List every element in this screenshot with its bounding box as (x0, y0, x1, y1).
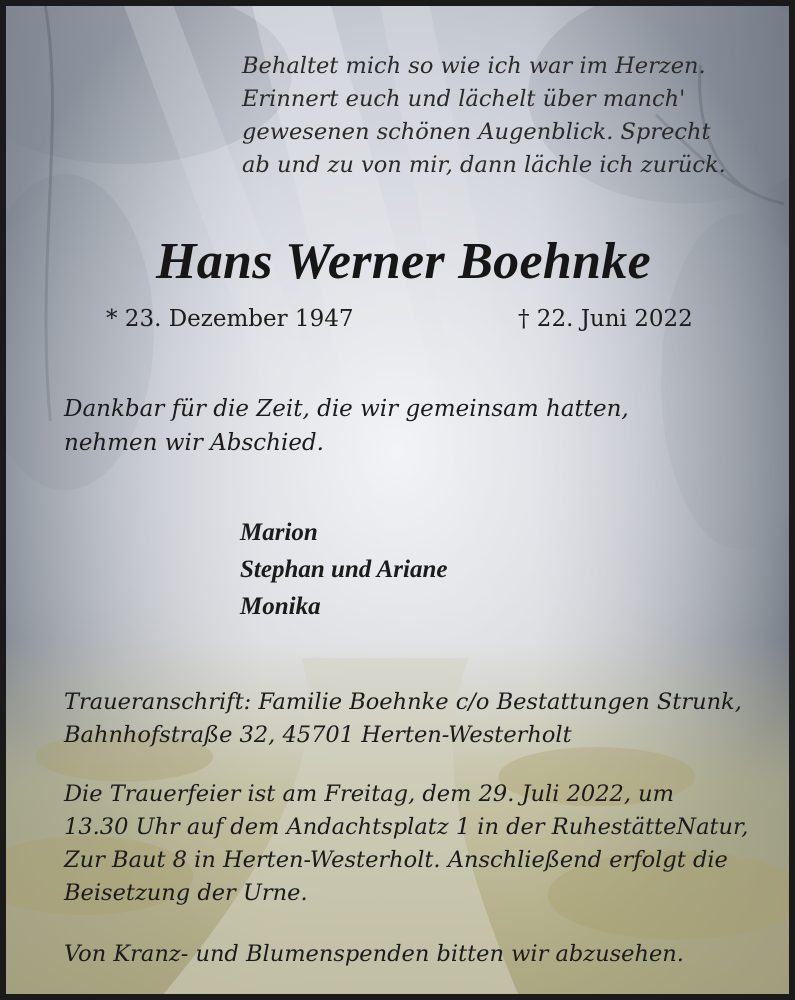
farewell-line: nehmen wir Abschied. (64, 430, 324, 456)
poem-line: gewesenen schönen Augenblick. Sprecht (242, 119, 711, 145)
service-line: Die Trauerfeier ist am Freitag, dem 29. Juli 2022, um (64, 781, 674, 807)
farewell-message (64, 392, 629, 460)
poem-line: ab und zu von mir, dann lächle ich zurück. (242, 152, 726, 178)
family-name: Monika (240, 593, 321, 620)
farewell-line: Dankbar für die Zeit, die wir gemeinsam hatten, (64, 396, 629, 422)
memorial-poem (242, 50, 726, 182)
family-names (240, 514, 447, 625)
birth-date: * 23. Dezember 1947 (106, 306, 354, 332)
address-line: Traueranschrift: Familie Boehnke c/o Bestattungen Strunk, (64, 689, 742, 715)
poem-line: Erinnert euch und lächelt über manch' (242, 86, 686, 112)
deceased-name: Hans Werner Boehnke (156, 233, 651, 290)
flowers-note: Von Kranz- und Blumenspenden bitten wir abzusehen. (64, 941, 684, 967)
death-date: † 22. Juni 2022 (518, 306, 693, 332)
service-line: 13.30 Uhr auf dem Andachtsplatz 1 in der RuhestätteNatur, (64, 814, 749, 840)
address-line: Bahnhofstraße 32, 45701 Herten-Westerholt (64, 722, 572, 748)
family-name: Marion (240, 519, 318, 546)
poem-line: Behaltet mich so wie ich war im Herzen. (242, 53, 706, 79)
family-name: Stephan und Ariane (240, 556, 448, 583)
mourning-address (64, 686, 742, 752)
funeral-service-info (64, 778, 748, 910)
service-line: Beisetzung der Urne. (64, 880, 308, 906)
service-line: Zur Baut 8 in Herten-Westerholt. Anschließend erfolgt die (64, 847, 728, 873)
